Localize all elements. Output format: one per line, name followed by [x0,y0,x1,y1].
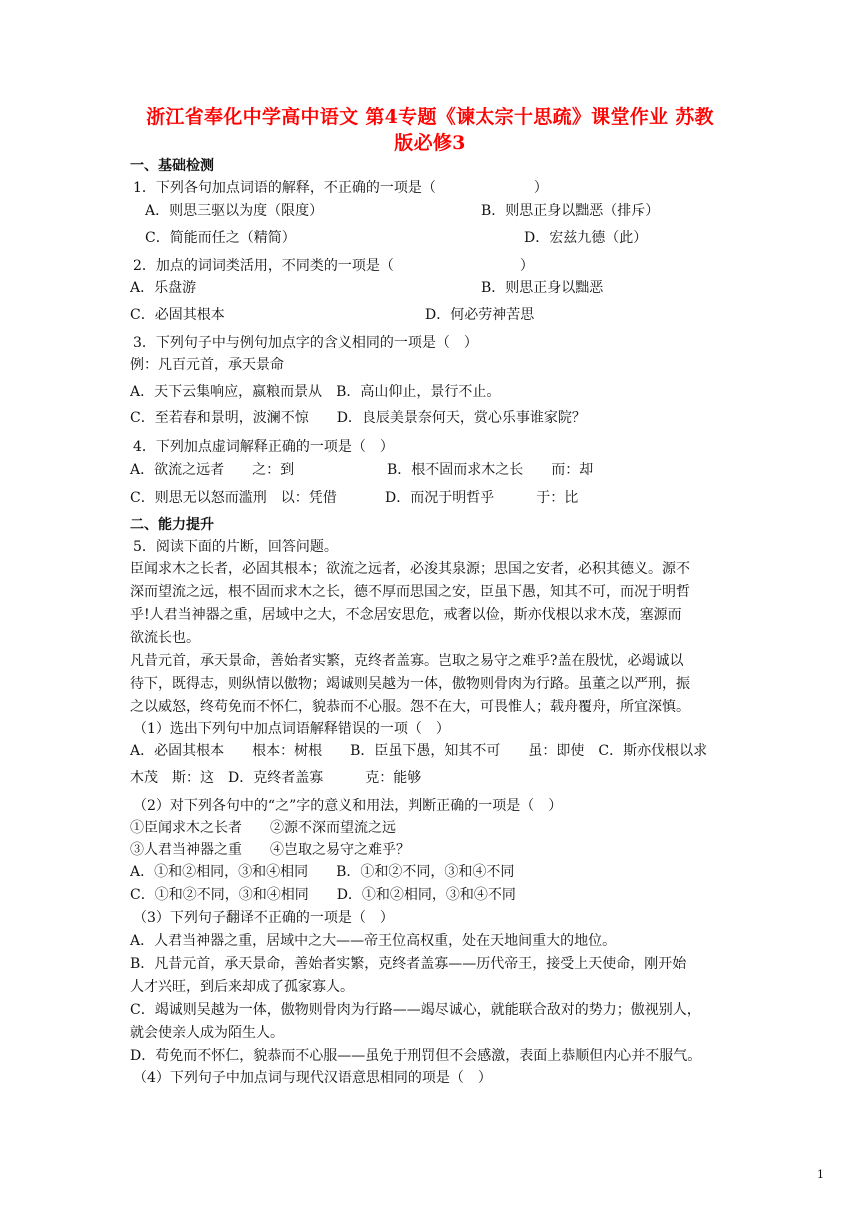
q2-option-d: D．何必劳神苦思 [425,307,535,323]
page-number: 1 [817,1168,824,1181]
sub1-stem: （1）选出下列句中加点词语解释错误的一项（ ） [133,721,450,737]
sub2-items-line2: ③人君当神器之重 ④岂取之易守之难乎？ [130,842,410,858]
sub3-option-c-line2: 就会使亲人成为陌生人。 [130,1025,284,1041]
q3-options-ab: A．天下云集响应，嬴粮而景从 B．高山仰止，景行不止。 [130,384,501,400]
passage-line: 臣闻求木之长者，必固其根本；欲流之远者，必浚其泉源；思国之安者，必积其德义。源不 [130,561,690,577]
q2-option-c: C．必固其根本 [130,307,225,323]
sub2-options-ab: A．①和②相同，③和④相同 B．①和②不同，③和④不同 [130,864,515,880]
q3-options-cd: C．至若春和景明，波澜不惊 D．良辰美景奈何天，赏心乐事谁家院？ [130,410,586,426]
sub3-option-c-line1: C．竭诚则吴越为一体，傲物则骨肉为行路——竭尽诚心，就能联合敌对的势力；傲视别人， [130,1002,701,1018]
q2-stem: 2．加点的词词类活用，不同类的一项是（ ） [133,258,534,274]
passage-line: 之以威怒，终苟免而不怀仁，貌恭而不心服。怨不在大，可畏惟人；载舟覆舟，所宜深慎。 [130,699,690,715]
title-line-2: 版必修3 [394,132,466,154]
sub2-options-cd: C．①和②不同，③和④相同 D．①和②相同，③和④不同 [130,887,516,903]
passage-line: 待下，既得志，则纵情以傲物；竭诚则吴越为一体，傲物则骨肉为行路。虽董之以严刑，振 [130,676,690,692]
passage-line: 欲流长也。 [130,630,200,646]
q1-option-c: C．简能而任之（精简） [145,230,296,246]
passage-line: 乎!人君当神器之重，居域中之大，不念居安思危，戒奢以俭，斯亦伐根以求木茂，塞源而 [130,607,682,623]
section-heading-advanced: 二、能力提升 [130,517,214,533]
passage-line: 凡昔元首，承天景命，善始者实繁，克终者盖寡。岂取之易守之难乎?盖在殷忧，必竭诚以 [130,653,684,669]
q4-option-a: A．欲流之远者 之：到 [130,462,295,478]
sub3-option-b-line1: B．凡昔元首，承天景命，善始者实繁，克终者盖寡——历代帝王，接受上天使命，刚开始 [130,956,687,972]
q3-stem: 3．下列句子中与例句加点字的含义相同的一项是（ ） [133,335,478,351]
sub3-option-d: D．苟免而不怀仁，貌恭而不心服——虽免于刑罚但不会感激，表面上恭顺但内心并不服气。 [130,1048,702,1064]
q1-option-b: B．则思正身以黜恶（排斥） [481,203,660,219]
sub3-option-a: A．人君当神器之重，居域中之大——帝王位高权重，处在天地间重大的地位。 [130,933,617,949]
sub2-items-line1: ①臣闻求木之长者 ②源不深而望流之远 [130,820,396,836]
sub3-stem: （3）下列句子翻译不正确的一项是（ ） [133,910,394,926]
q4-option-b: B．根不固而求木之长 而：却 [387,462,594,478]
q1-option-a: A．则思三驱以为度（限度） [145,203,324,219]
sub1-options-line2: 木茂 斯：这 D．克终者盖寡 克：能够 [130,770,422,786]
passage-line: 深而望流之远，根不固而求木之长，德不厚而思国之安，臣虽下愚，知其不可，而况于明哲 [130,584,690,600]
q4-stem: 4．下列加点虚词解释正确的一项是（ ） [133,439,394,455]
document-title [110,104,750,156]
q2-option-a: A．乐盘游 [130,280,197,296]
sub4-stem: （4）下列句子中加点词与现代汉语意思相同的项是（ ） [133,1070,492,1086]
q1-stem: 1．下列各句加点词语的解释，不正确的一项是（ ） [133,180,548,196]
section-heading-basic: 一、基础检测 [130,158,214,174]
sub1-options-line1: A．必固其根本 根本：树根 B．臣虽下愚，知其不可 虽：即使 C．斯亦伐根以求 [130,743,708,759]
sub2-stem: （2）对下列各句中的“之”字的意义和用法，判断正确的一项是（ ） [133,798,563,814]
q5-stem: 5．阅读下面的片断，回答问题。 [133,539,338,555]
q4-option-d: D．而况于明哲乎 于：比 [385,490,579,506]
q3-example: 例：凡百元首，承天景命 [130,357,284,373]
title-line-1: 浙江省奉化中学高中语文 第4专题《谏太宗十思疏》课堂作业 苏教 [146,106,714,128]
sub3-option-b-line2: 人才兴旺，到后来却成了孤家寡人。 [130,979,354,995]
q1-option-d: D．宏兹九德（此） [524,230,648,246]
q4-option-c: C．则思无以怒而滥刑 以：凭借 [130,490,337,506]
q2-option-b: B．则思正身以黜恶 [481,280,604,296]
